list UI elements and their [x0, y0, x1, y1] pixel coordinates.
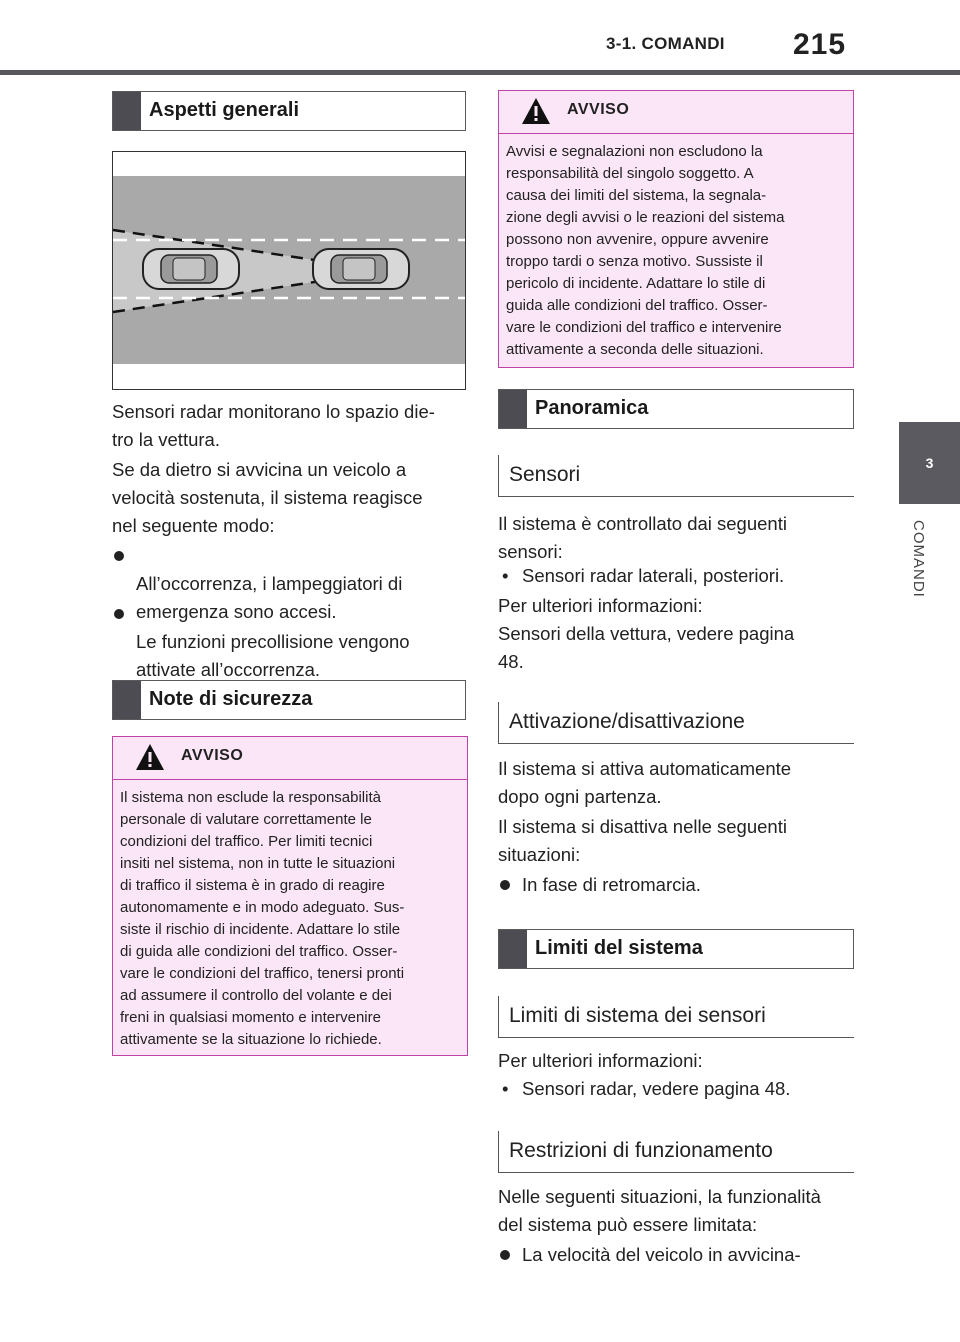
heading-safety-text: Note di sicurezza	[149, 688, 313, 710]
warning-header	[499, 91, 853, 134]
sensors-intro: Il sistema è controllato dai seguenti sensori:	[498, 513, 787, 562]
page-header	[0, 0, 960, 70]
bullet-icon	[114, 551, 124, 561]
heading-overview-text: Panoramica	[535, 397, 649, 419]
subheading-sensor-limits: Limiti di sistema dei sensori	[498, 996, 854, 1038]
list-item: • Sensori radar laterali, posteriori.	[502, 565, 785, 586]
list-item: In fase di retromarcia.	[498, 871, 858, 899]
activation-text: Il sistema si attiva automaticamente dopo ogni partenza.	[498, 758, 792, 807]
heading-general	[112, 91, 466, 131]
section-title: 3-1. COMANDI	[606, 34, 725, 53]
subheading-activation: Attivazione/disattivazione	[498, 702, 854, 744]
intro-paragraph: Sensori radar monitorano lo spazio die- tro la vettura.	[112, 401, 435, 450]
list-item: Le funzioni precollisione vengono attivate all’occorrenza.	[112, 600, 472, 684]
radar-illustration	[112, 151, 466, 390]
subheading-sensors: Sensori	[498, 455, 854, 497]
car-rear-icon	[143, 249, 239, 289]
reaction-paragraph: Se da dietro si avvicina un veicolo a velocità sostenuta, il sistema reagisce nel seguente modo:	[112, 459, 423, 536]
warning-triangle-icon	[135, 743, 165, 771]
chapter-label: COMANDI	[910, 520, 927, 598]
chapter-tab: 3	[899, 422, 960, 504]
sensors-more-info: Per ulteriori informazioni: Sensori della vettura, vedere pagina 48.	[498, 595, 795, 672]
list-item: La velocità del veicolo in avvicina-	[498, 1241, 858, 1269]
bullet-icon	[500, 880, 510, 890]
heading-limits-text: Limiti del sistema	[535, 937, 703, 959]
list-item: All’occorrenza, i lampeggiatori di emergenza sono accesi.	[112, 542, 472, 626]
restrictions-text: Nelle seguenti situazioni, la funzionalità del sistema può essere limitata:	[498, 1186, 821, 1235]
warning-text: Avvisi e segnalazioni non escludono la responsabilità del singolo soggetto. A causa dei limiti del sistema, la segnala- zione degli avvisi o le reazioni del sistema possono non avvenire, oppure avvenire troppo tardi o senza motivo. Sussiste il pericolo di incidente. Adattare lo stile di guida alle condizioni del traffico. Osser- vare le condizioni del traffico e intervenire attivamente a seconda delle situazioni.	[506, 143, 785, 358]
heading-safety	[112, 680, 466, 720]
warning-label: AVVISO	[567, 101, 630, 118]
bullet-icon	[114, 609, 124, 619]
warning-text: Il sistema non esclude la responsabilità personale di valutare correttamente le condizioni del traffico. Per limiti tecnici insiti nel sistema, non in tutte le situazioni di traffico il sistema è in grado di reagire autonomamente e in modo adeguato. Sus- siste il rischio di incidente. Adattare lo stile di guida alle condizioni del traffico. Osser- vare le condizioni del traffico, tenersi pronti ad assumere il controllo del volante e dei freni in qualsiasi momento e intervenire attivamente se la situazione lo richiede.	[120, 789, 405, 1048]
warning-box	[112, 736, 468, 1056]
car-front-icon	[313, 249, 409, 289]
warning-header	[113, 737, 467, 780]
subheading-restrictions: Restrizioni di funzionamento	[498, 1131, 854, 1173]
bullet-icon	[500, 1250, 510, 1260]
limits-more-info: Per ulteriori informazioni:	[498, 1050, 703, 1071]
page-number: 215	[793, 28, 847, 61]
radar-diagram-graphic	[113, 152, 465, 389]
warning-box	[498, 90, 854, 368]
list-item: • Sensori radar, vedere pagina 48.	[502, 1078, 791, 1099]
header-rule	[0, 70, 960, 75]
warning-triangle-icon	[521, 97, 551, 125]
warning-label: AVVISO	[181, 747, 244, 764]
deactivation-text: Il sistema si disattiva nelle seguenti situazioni:	[498, 816, 787, 865]
heading-limits	[498, 929, 854, 969]
heading-overview	[498, 389, 854, 429]
heading-general-text: Aspetti generali	[149, 99, 300, 121]
